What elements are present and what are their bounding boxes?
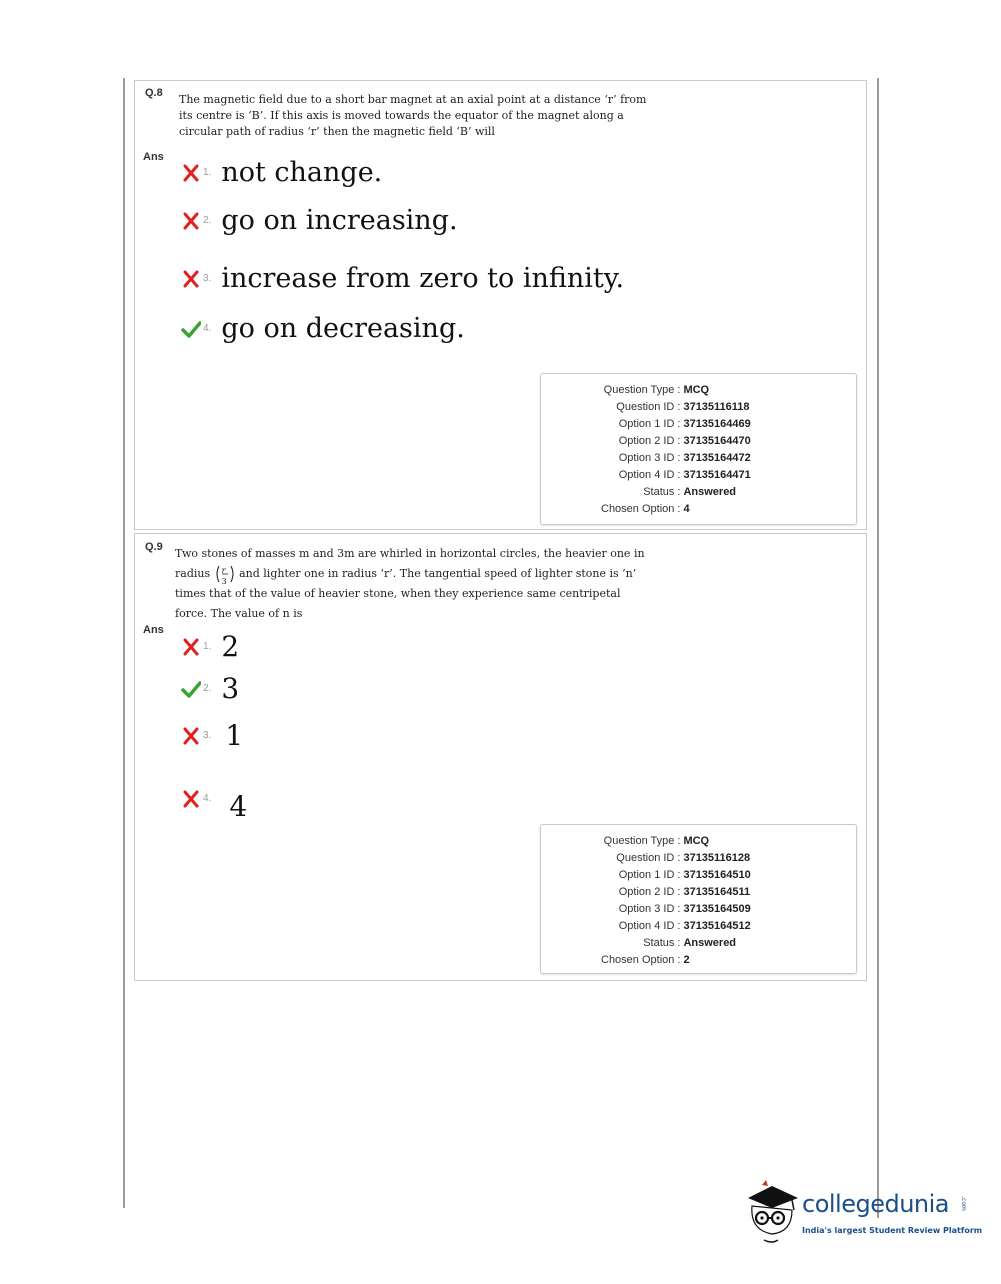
- info-row: Option 1 ID : 37135164469: [601, 416, 751, 433]
- info-key: Option 1 ID: [618, 418, 675, 430]
- info-row: Option 3 ID : 37135164472: [601, 450, 751, 467]
- option-number: 2.: [203, 215, 212, 226]
- info-key: Option 4 ID: [618, 920, 675, 932]
- info-value: 37135164471: [683, 469, 751, 481]
- info-value: 2: [683, 954, 690, 966]
- info-table: [601, 833, 751, 969]
- info-key: Option 2 ID: [618, 886, 675, 898]
- question-text: [175, 544, 645, 624]
- info-row: Question ID : 37135116118: [601, 399, 751, 416]
- info-row: Option 3 ID : 37135164509: [601, 901, 751, 918]
- option-3: [181, 263, 624, 294]
- option-1: [181, 630, 239, 663]
- option-text: 1: [225, 719, 244, 752]
- question-box-q9: [134, 533, 867, 981]
- option-text: go on decreasing.: [221, 313, 465, 344]
- question-number: Q.9: [145, 541, 163, 553]
- option-2: [181, 672, 239, 705]
- option-text: 4: [229, 790, 248, 823]
- check-icon: [181, 319, 201, 339]
- logo-suffix: .com: [959, 1196, 967, 1211]
- info-value: 4: [683, 503, 690, 515]
- cross-icon: [181, 269, 201, 289]
- cross-icon: [181, 726, 201, 746]
- info-key: Question ID: [616, 852, 675, 864]
- info-row: Option 2 ID : 37135164511: [601, 884, 751, 901]
- info-key: Chosen Option: [601, 503, 675, 515]
- question-number: Q.8: [145, 87, 163, 99]
- info-key: Option 3 ID: [618, 452, 675, 464]
- option-text: 2: [221, 630, 240, 663]
- option-number: 3.: [203, 273, 212, 284]
- logo-name: collegedunia: [802, 1190, 950, 1218]
- option-text: 3: [221, 672, 240, 705]
- question-info-panel: [540, 824, 857, 974]
- info-value: Answered: [683, 486, 737, 498]
- fraction-numerator: r: [221, 566, 226, 575]
- left-margin-line: [123, 78, 125, 1208]
- right-margin-line: [877, 78, 879, 1218]
- info-value: Answered: [683, 937, 737, 949]
- cross-icon: [181, 211, 201, 231]
- info-value: 37135164472: [683, 452, 751, 464]
- mascot-icon: [742, 1180, 802, 1250]
- fraction-denominator: 3: [221, 577, 227, 586]
- info-key: Option 1 ID: [618, 869, 675, 881]
- cross-icon: [181, 637, 201, 657]
- info-value: 37135164470: [683, 435, 751, 447]
- answer-label: Ans: [143, 151, 164, 163]
- info-value: MCQ: [683, 835, 710, 847]
- info-value: 37135116128: [683, 852, 751, 864]
- option-number: 1.: [203, 641, 212, 652]
- option-text: go on increasing.: [221, 205, 458, 236]
- question-text-part-a: Two stones of masses m and 3m are whirled in horizontal circles, the heavier one in radius: [175, 547, 645, 580]
- info-row: Option 4 ID : 37135164512: [601, 918, 751, 935]
- info-value: 37135164510: [683, 869, 751, 881]
- info-key: Question Type: [603, 384, 675, 396]
- logo-tagline: India's largest Student Review Platform: [802, 1226, 983, 1235]
- info-value: 37135164469: [683, 418, 751, 430]
- check-icon: [181, 679, 201, 699]
- info-key: Chosen Option: [601, 954, 675, 966]
- info-row: Chosen Option : 2: [601, 952, 751, 969]
- cross-icon: [181, 789, 201, 809]
- option-1: [181, 157, 382, 188]
- option-4: [181, 774, 247, 823]
- info-key: Status: [643, 937, 675, 949]
- info-key: Status: [643, 486, 675, 498]
- info-value: 37135116118: [683, 401, 750, 413]
- fraction-r-over-3: [214, 565, 236, 586]
- option-text: not change.: [221, 157, 383, 188]
- option-text: increase from zero to infinity.: [221, 263, 625, 294]
- option-number: 4.: [203, 793, 212, 804]
- option-2: [181, 205, 458, 236]
- info-key: Option 2 ID: [618, 435, 675, 447]
- info-row: Question ID : 37135116128: [601, 850, 751, 867]
- question-box-q8: [134, 80, 867, 530]
- info-row: Option 4 ID : 37135164471: [601, 467, 751, 484]
- option-3: [181, 719, 243, 752]
- info-row: Status : Answered: [601, 935, 751, 952]
- question-text: The magnetic field due to a short bar magnet at an axial point at a distance ‘r’ from its centre is ‘B’. If this axis is moved towards the equator of the magnet along a circular path of radius ‘r’ then the magnetic field ‘B’ will: [179, 93, 647, 138]
- question-info-panel: [540, 373, 857, 525]
- option-4: [181, 313, 465, 344]
- info-value: MCQ: [683, 384, 710, 396]
- option-number: 2.: [203, 683, 212, 694]
- info-row: Question Type : MCQ: [601, 833, 751, 850]
- question-text-part-b: and lighter one in radius ‘r’. The tangential speed of lighter stone is ‘n’ times that of the value of heavier stone, when they experience same centripetal force. The value of n is: [175, 567, 637, 620]
- info-row: Option 1 ID : 37135164510: [601, 867, 751, 884]
- info-key: Question Type: [603, 835, 675, 847]
- answer-label: Ans: [143, 624, 164, 636]
- option-number: 1.: [203, 167, 212, 178]
- info-key: Question ID: [616, 401, 675, 413]
- info-table: [601, 382, 751, 518]
- option-number: 4.: [203, 323, 212, 334]
- info-row: Option 2 ID : 37135164470: [601, 433, 751, 450]
- collegedunia-logo: [742, 1180, 983, 1250]
- info-row: Question Type : MCQ: [601, 382, 751, 399]
- info-key: Option 3 ID: [618, 903, 675, 915]
- cross-icon: [181, 163, 201, 183]
- info-row: Status : Answered: [601, 484, 751, 501]
- info-key: Option 4 ID: [618, 469, 675, 481]
- info-row: Chosen Option : 4: [601, 501, 751, 518]
- info-value: 37135164511: [683, 886, 751, 898]
- info-value: 37135164512: [683, 920, 751, 932]
- info-value: 37135164509: [683, 903, 751, 915]
- option-number: 3.: [203, 730, 212, 741]
